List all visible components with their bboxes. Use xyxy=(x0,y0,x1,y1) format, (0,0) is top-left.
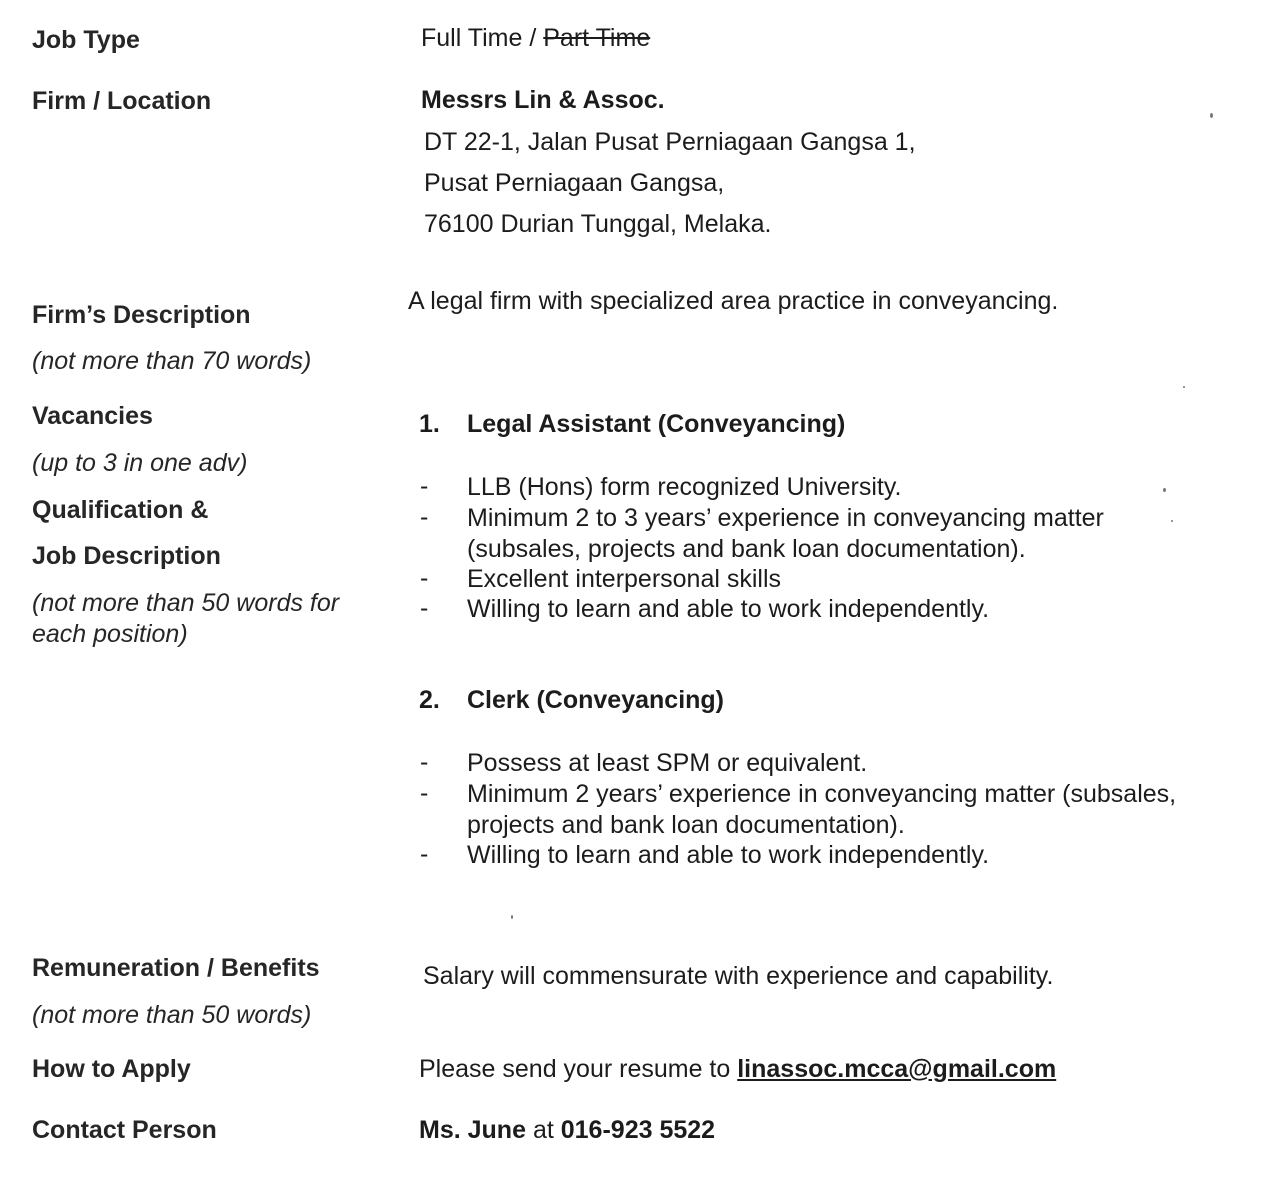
scan-speck xyxy=(1163,488,1166,492)
firm-description-text: A legal firm with specialized area practice in conveyancing. xyxy=(408,287,1059,315)
job-type-label: Job Type xyxy=(32,26,140,54)
vacancy-2-number: 2. xyxy=(419,686,440,714)
vacancy-1-requirement-3: Excellent interpersonal skills xyxy=(467,565,782,593)
scan-speck xyxy=(1171,520,1173,522)
bullet-dash: - xyxy=(420,594,429,622)
bullet-dash: - xyxy=(420,779,429,807)
qualification-label: Qualification & xyxy=(32,496,209,524)
firm-description-label: Firm’s Description xyxy=(32,301,251,329)
qualification-note: (not more than 50 words for each position) xyxy=(32,589,340,648)
apply-prefix: Please send your resume to xyxy=(419,1055,731,1083)
firm-address-line-1: DT 22-1, Jalan Pusat Perniagaan Gangsa 1, xyxy=(424,128,916,156)
bullet-dash: - xyxy=(420,564,429,592)
contact-phone: 016-923 5522 xyxy=(560,1116,716,1144)
firm-description-note: (not more than 70 words) xyxy=(32,347,312,375)
vacancy-2-title: Clerk (Conveyancing) xyxy=(467,686,725,714)
bullet-dash: - xyxy=(420,503,429,531)
vacancy-2-requirement-3: Willing to learn and able to work independently. xyxy=(467,841,990,869)
remuneration-label: Remuneration / Benefits xyxy=(32,954,320,982)
job-description-label: Job Description xyxy=(32,542,221,570)
vacancy-1-number: 1. xyxy=(419,410,440,438)
scan-speck xyxy=(1210,113,1213,118)
how-to-apply-label: How to Apply xyxy=(32,1055,191,1083)
remuneration-note: (not more than 50 words) xyxy=(32,1001,312,1029)
firm-name: Messrs Lin & Assoc. xyxy=(421,86,665,114)
bullet-dash: - xyxy=(420,472,429,500)
apply-text xyxy=(419,1055,1056,1084)
vacancy-2-requirement-2: Minimum 2 years’ experience in conveyancing matter (subsales, projects and bank loan documentation). xyxy=(467,780,1177,839)
contact-name: Ms. June xyxy=(419,1116,526,1144)
vacancy-1-requirement-4: Willing to learn and able to work independently. xyxy=(467,595,990,623)
firm-location-label: Firm / Location xyxy=(32,87,212,115)
vacancy-1-title: Legal Assistant (Conveyancing) xyxy=(467,410,846,438)
bullet-dash: - xyxy=(420,748,429,776)
contact-at: at xyxy=(532,1116,554,1144)
email-link[interactable]: linassoc.mcca@gmail.com xyxy=(737,1055,1057,1083)
vacancies-note: (up to 3 in one adv) xyxy=(32,449,248,477)
remuneration-text: Salary will commensurate with experience and capability. xyxy=(423,962,1054,990)
job-type-value xyxy=(421,24,650,53)
vacancy-1-requirement-1: LLB (Hons) form recognized University. xyxy=(467,473,902,501)
contact-text xyxy=(419,1116,715,1145)
part-time-struck-text: Part Time xyxy=(543,24,651,52)
vacancy-2-requirement-1: Possess at least SPM or equivalent. xyxy=(467,749,868,777)
firm-address-line-3: 76100 Durian Tunggal, Melaka. xyxy=(424,210,772,238)
vacancy-1-requirement-2: Minimum 2 to 3 years’ experience in conveyancing matter (subsales, projects and bank loan documentation). xyxy=(467,504,1104,563)
bullet-dash: - xyxy=(420,840,429,868)
contact-person-label: Contact Person xyxy=(32,1116,217,1144)
vacancies-label: Vacancies xyxy=(32,402,153,430)
scan-speck xyxy=(511,915,513,919)
scan-speck xyxy=(1183,386,1185,388)
firm-address-line-2: Pusat Perniagaan Gangsa, xyxy=(424,169,725,197)
full-time-text: Full Time / xyxy=(421,24,537,52)
